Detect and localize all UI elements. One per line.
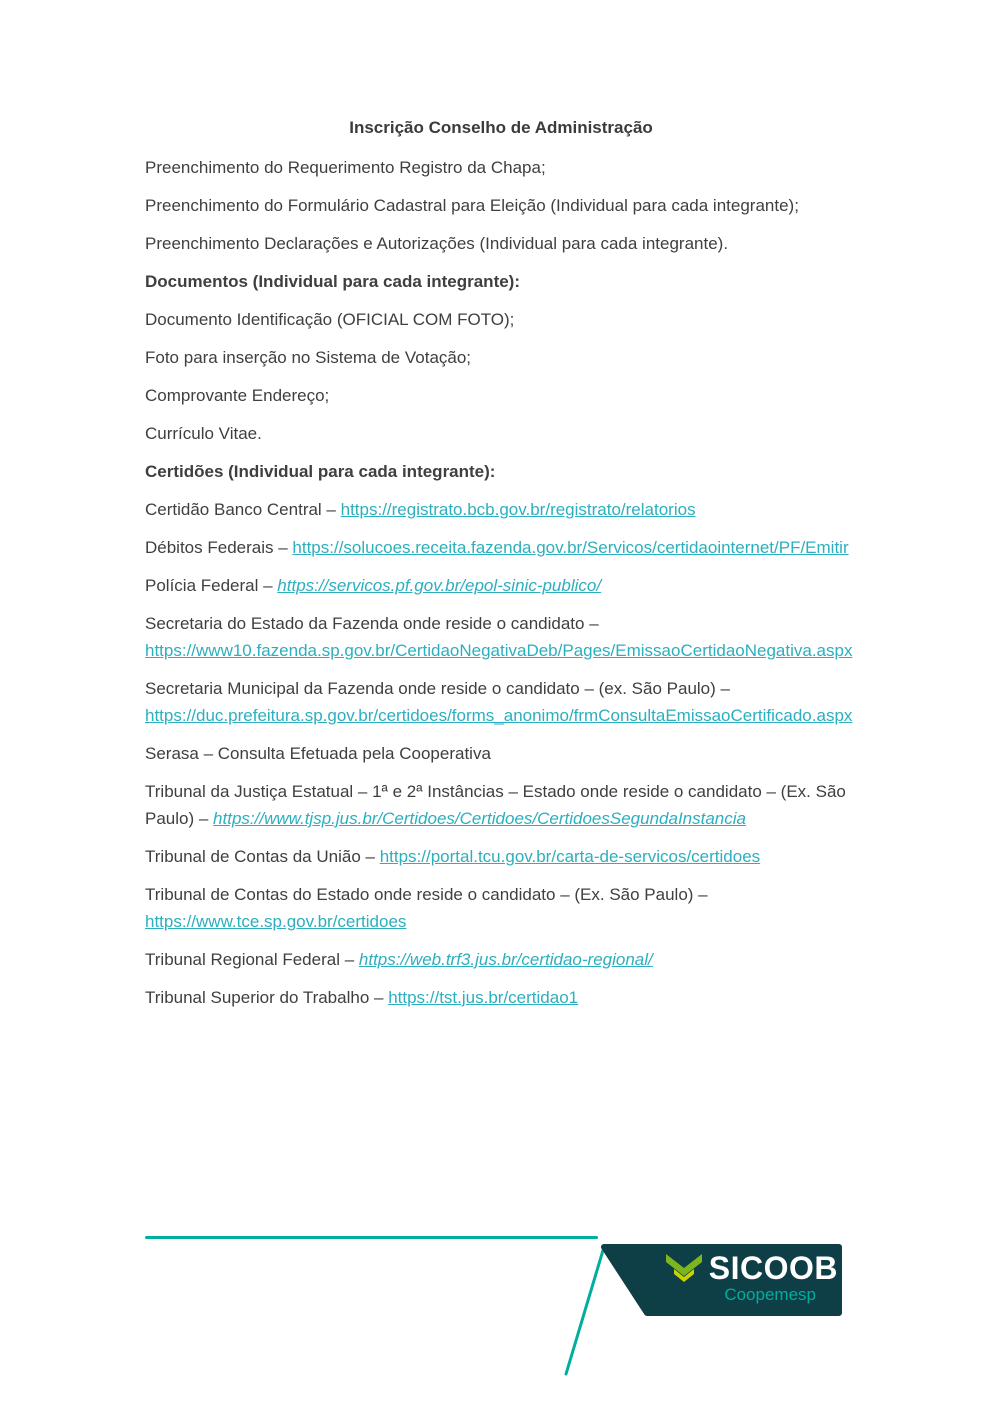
paragraph — [145, 881, 857, 935]
diagonal-accent-line — [566, 1247, 604, 1374]
footer-rule — [145, 1236, 598, 1239]
document-body — [145, 154, 857, 1011]
document-link[interactable]: https://servicos.pf.gov.br/epol-sinic-publico/ — [277, 576, 602, 595]
document-link[interactable]: https://www.tjsp.jus.br/Certidoes/Certidoes/CertidoesSegundaInstancia — [213, 809, 746, 828]
paragraph — [145, 230, 857, 257]
paragraph — [145, 984, 857, 1011]
document-link[interactable]: https://registrato.bcb.gov.br/registrato/relatorios — [340, 500, 696, 519]
text-segment: Currículo Vitae. — [145, 424, 262, 443]
paragraph — [145, 496, 857, 523]
text-segment: Preenchimento Declarações e Autorizações (Individual para cada integrante). — [145, 234, 729, 253]
text-segment: Comprovante Endereço; — [145, 386, 330, 405]
text-segment: Certidões (Individual para cada integrante): — [145, 462, 496, 481]
paragraph — [145, 572, 857, 599]
paragraph — [145, 946, 857, 973]
section-heading — [145, 458, 857, 485]
document-link[interactable]: https://www10.fazenda.sp.gov.br/CertidaoNegativaDeb/Pages/EmissaoCertidaoNegativa.aspx — [145, 641, 853, 660]
text-segment: Serasa – Consulta Efetuada pela Cooperativa — [145, 744, 491, 763]
document-link[interactable]: https://duc.prefeitura.sp.gov.br/certidoes/forms_anonimo/frmConsultaEmissaoCertificado.aspx — [145, 706, 853, 725]
text-segment: Preenchimento do Formulário Cadastral para Eleição (Individual para cada integrante); — [145, 196, 799, 215]
text-segment: Documento Identificação (OFICIAL COM FOTO); — [145, 310, 515, 329]
paragraph — [145, 740, 857, 767]
text-segment: Tribunal da Justiça Estatual – 1ª e 2ª Instâncias – Estado onde reside o candidato – (Ex. São Paulo) – — [145, 782, 846, 828]
paragraph — [145, 344, 857, 371]
text-segment: Secretaria do Estado da Fazenda onde reside o candidato – — [145, 614, 599, 633]
section-heading — [145, 268, 857, 295]
paragraph — [145, 382, 857, 409]
paragraph — [145, 778, 857, 832]
paragraph — [145, 154, 857, 181]
text-segment: Preenchimento do Requerimento Registro da Chapa; — [145, 158, 546, 177]
text-segment: Polícia Federal – — [145, 576, 278, 595]
paragraph — [145, 843, 857, 870]
sicoob-chevron-icon — [666, 1253, 702, 1283]
document-link[interactable]: https://tst.jus.br/certidao1 — [388, 988, 579, 1007]
document-link[interactable]: https://portal.tcu.gov.br/carta-de-servicos/certidoes — [379, 847, 761, 866]
document-content — [145, 114, 857, 1022]
text-segment: Tribunal Superior do Trabalho – — [145, 988, 389, 1007]
text-segment: Certidão Banco Central – — [145, 500, 341, 519]
brand-name: SICOOB — [708, 1250, 838, 1286]
paragraph — [145, 420, 857, 447]
document-link[interactable]: https://www.tce.sp.gov.br/certidoes — [145, 912, 407, 931]
text-segment: Secretaria Municipal da Fazenda onde reside o candidato – (ex. São Paulo) – — [145, 679, 730, 698]
sub-brand-name: Coopemesp — [724, 1285, 816, 1304]
document-title: Inscrição Conselho de Administração — [349, 118, 653, 137]
paragraph — [145, 306, 857, 333]
text-segment: Documentos (Individual para cada integrante): — [145, 272, 521, 291]
sicoob-logo — [650, 1252, 838, 1303]
sicoob-logo-row — [666, 1252, 838, 1284]
text-segment: Tribunal Regional Federal – — [145, 950, 359, 969]
text-segment: Foto para inserção no Sistema de Votação; — [145, 348, 472, 367]
paragraph — [145, 675, 857, 729]
document-link[interactable]: https://web.trf3.jus.br/certidao-regional/ — [358, 950, 653, 969]
paragraph — [145, 534, 857, 561]
document-link[interactable]: https://solucoes.receita.fazenda.gov.br/Servicos/certidaointernet/PF/Emitir — [292, 538, 849, 557]
paragraph — [145, 192, 857, 219]
paragraph — [145, 610, 857, 664]
text-segment: Tribunal de Contas da União – — [145, 847, 380, 866]
text-segment: Débitos Federais – — [145, 538, 293, 557]
text-segment: Tribunal de Contas do Estado onde reside o candidato – (Ex. São Paulo) – — [145, 885, 708, 904]
